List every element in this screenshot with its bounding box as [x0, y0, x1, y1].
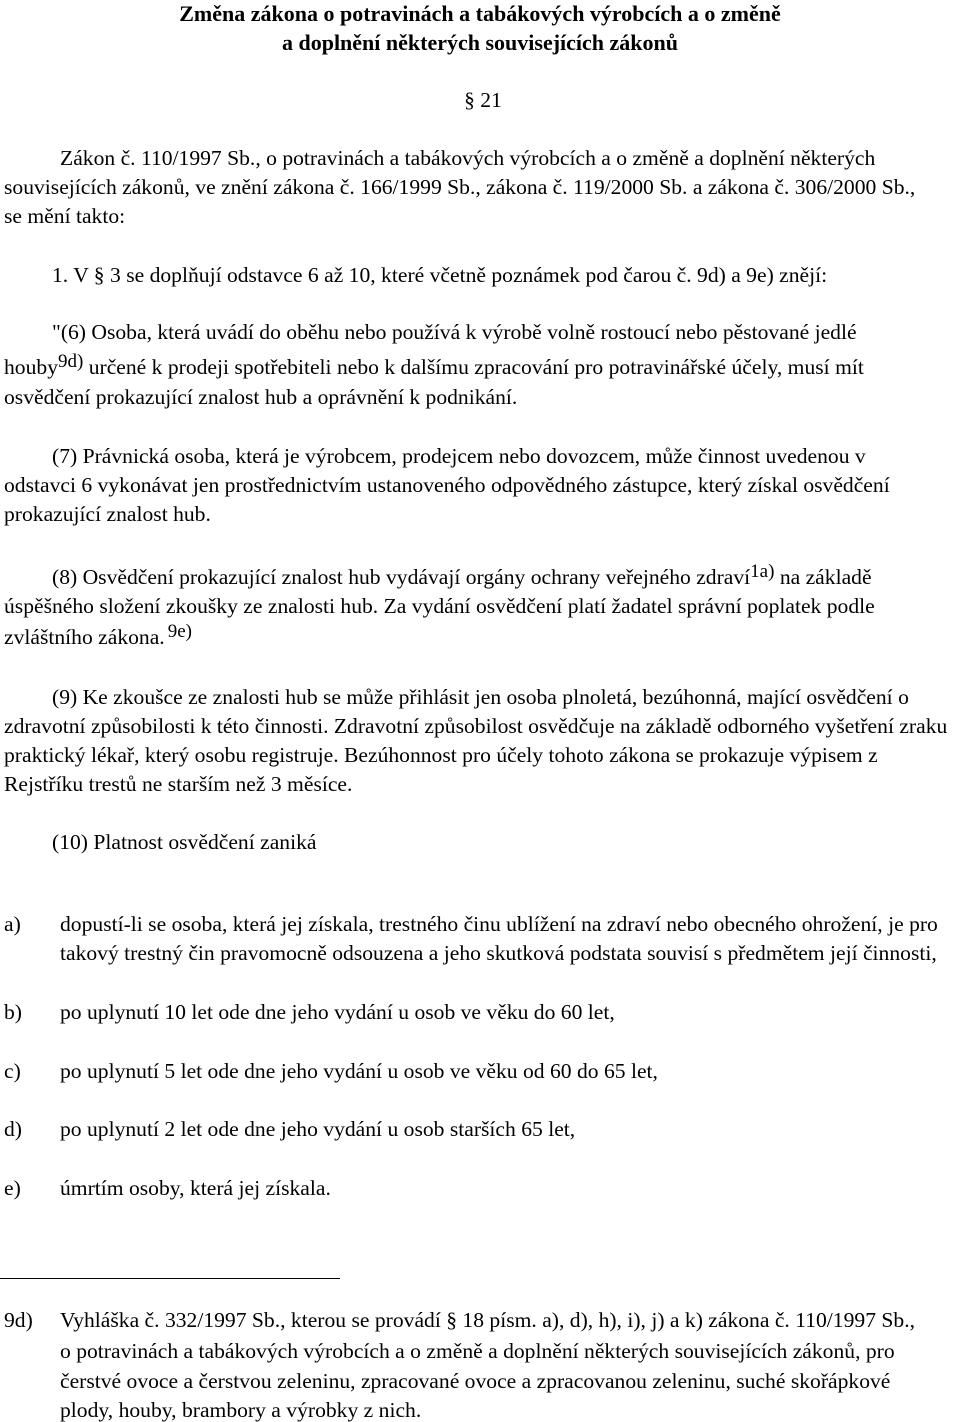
footnote-line: Vyhláška č. 332/1997 Sb., kterou se provádí § 18 písm. a), d), h), i), j) a k) zákona č. 110/1997 Sb.,: [60, 1308, 915, 1332]
footnote-line: plody, houby, brambory a výrobky z nich.: [60, 1398, 422, 1422]
paragraph-6-line: "(6) Osoba, která uvádí do oběhu nebo používá k výrobě volně rostoucí nebo pěstované jedlé: [52, 320, 857, 344]
amendment-point: 1. V § 3 se doplňují odstavce 6 až 10, které včetně poznámek pod čarou č. 9d) a 9e) znějí:: [52, 263, 828, 287]
paragraph-8-text: na základě: [774, 565, 872, 589]
list-item-label: c): [4, 1059, 21, 1083]
paragraph-7-line: (7) Právnická osoba, která je výrobcem, prodejcem nebo dovozcem, může činnost uvedenou v: [52, 444, 866, 468]
paragraph-6-text: určené k prodeji spotřebiteli nebo k dalšímu zpracování pro potravinářské účely, musí mít: [83, 355, 864, 379]
paragraph-8-text: (8) Osvědčení prokazující znalost hub vydávají orgány ochrany veřejného zdraví: [52, 565, 751, 589]
intro-line: Zákon č. 110/1997 Sb., o potravinách a tabákových výrobcích a o změně a doplnění některých: [60, 146, 876, 170]
paragraph-9-line: Rejstříku trestů ne starším než 3 měsíce.: [4, 772, 353, 796]
footnote-reference-9d: 9d): [57, 351, 84, 372]
list-item-label: a): [4, 912, 21, 936]
paragraph-8-text: zvláštního zákona.: [4, 625, 165, 649]
footnote-reference-1a: 1a): [750, 561, 775, 582]
intro-line: souvisejících zákonů, ve znění zákona č. 166/1999 Sb., zákona č. 119/2000 Sb. a zákona č. 306/2000 Sb.,: [4, 175, 916, 199]
list-item-label: e): [4, 1176, 21, 1200]
paragraph-8-line: [52, 561, 872, 589]
intro-line: se mění takto:: [4, 204, 126, 228]
list-item-text: po uplynutí 2 let ode dne jeho vydání u osob starších 65 let,: [60, 1117, 576, 1141]
section-number: § 21: [464, 88, 502, 112]
footnote-reference-9e: 9e): [167, 621, 192, 642]
paragraph-8-line: [4, 621, 192, 649]
paragraph-8-line: úspěšného složení zkoušky ze znalosti hub. Za vydání osvědčení platí žadatel správní poplatek podle: [4, 594, 875, 618]
document-title-line-2: a doplnění některých souvisejících zákonů: [281, 30, 679, 55]
paragraph-6-line: osvědčení prokazující znalost hub a oprávnění k podnikání.: [4, 385, 518, 409]
paragraph-9-line: praktický lékař, který osobu registruje. Bezúhonnost pro účely tohoto zákona se prokazuje výpisem z: [4, 743, 878, 767]
paragraph-6-line: [4, 351, 864, 379]
paragraph-7-line: odstavci 6 vykonávat jen prostřednictvím ustanoveného odpovědného zástupce, který získal osvědčení: [4, 473, 890, 497]
list-item-label: d): [4, 1117, 22, 1141]
list-item-text: dopustí-li se osoba, která jej získala, trestného činu ublížení na zdraví nebo obecného ohrožení, je pro: [60, 912, 938, 936]
list-item-text: úmrtím osoby, která jej získala.: [60, 1176, 331, 1200]
footnote-label: 9d): [4, 1308, 33, 1332]
footnote-line: čerstvé ovoce a čerstvou zeleninu, zpracované ovoce a zpracovanou zeleninu, suché skořápkové: [60, 1369, 891, 1393]
paragraph-9-line: zdravotní způsobilosti k této činnosti. Zdravotní způsobilost osvědčuje na základě odborného vyšetření zraku: [4, 714, 948, 738]
paragraph-6-text: houby: [4, 355, 58, 379]
list-item-text: po uplynutí 5 let ode dne jeho vydání u osob ve věku od 60 do 65 let,: [60, 1059, 658, 1083]
document-title-line-1: Změna zákona o potravinách a tabákových výrobcích a o změně: [179, 1, 781, 26]
list-item-label: b): [4, 1000, 22, 1024]
paragraph-7-line: prokazující znalost hub.: [4, 502, 211, 526]
paragraph-9-line: (9) Ke zkoušce ze znalosti hub se může přihlásit jen osoba plnoletá, bezúhonná, mající osvědčení o: [52, 685, 909, 709]
footnote-separator: [0, 1278, 340, 1279]
list-item-text: takový trestný čin pravomocně odsouzena a jeho skutková podstata souvisí s předmětem její činnosti,: [60, 941, 937, 965]
paragraph-10: (10) Platnost osvědčení zaniká: [52, 830, 317, 854]
list-item-text: po uplynutí 10 let ode dne jeho vydání u osob ve věku do 60 let,: [60, 1000, 615, 1024]
footnote-line: o potravinách a tabákových výrobcích a o změně a doplnění některých souvisejících zákonů, pro: [60, 1339, 895, 1363]
